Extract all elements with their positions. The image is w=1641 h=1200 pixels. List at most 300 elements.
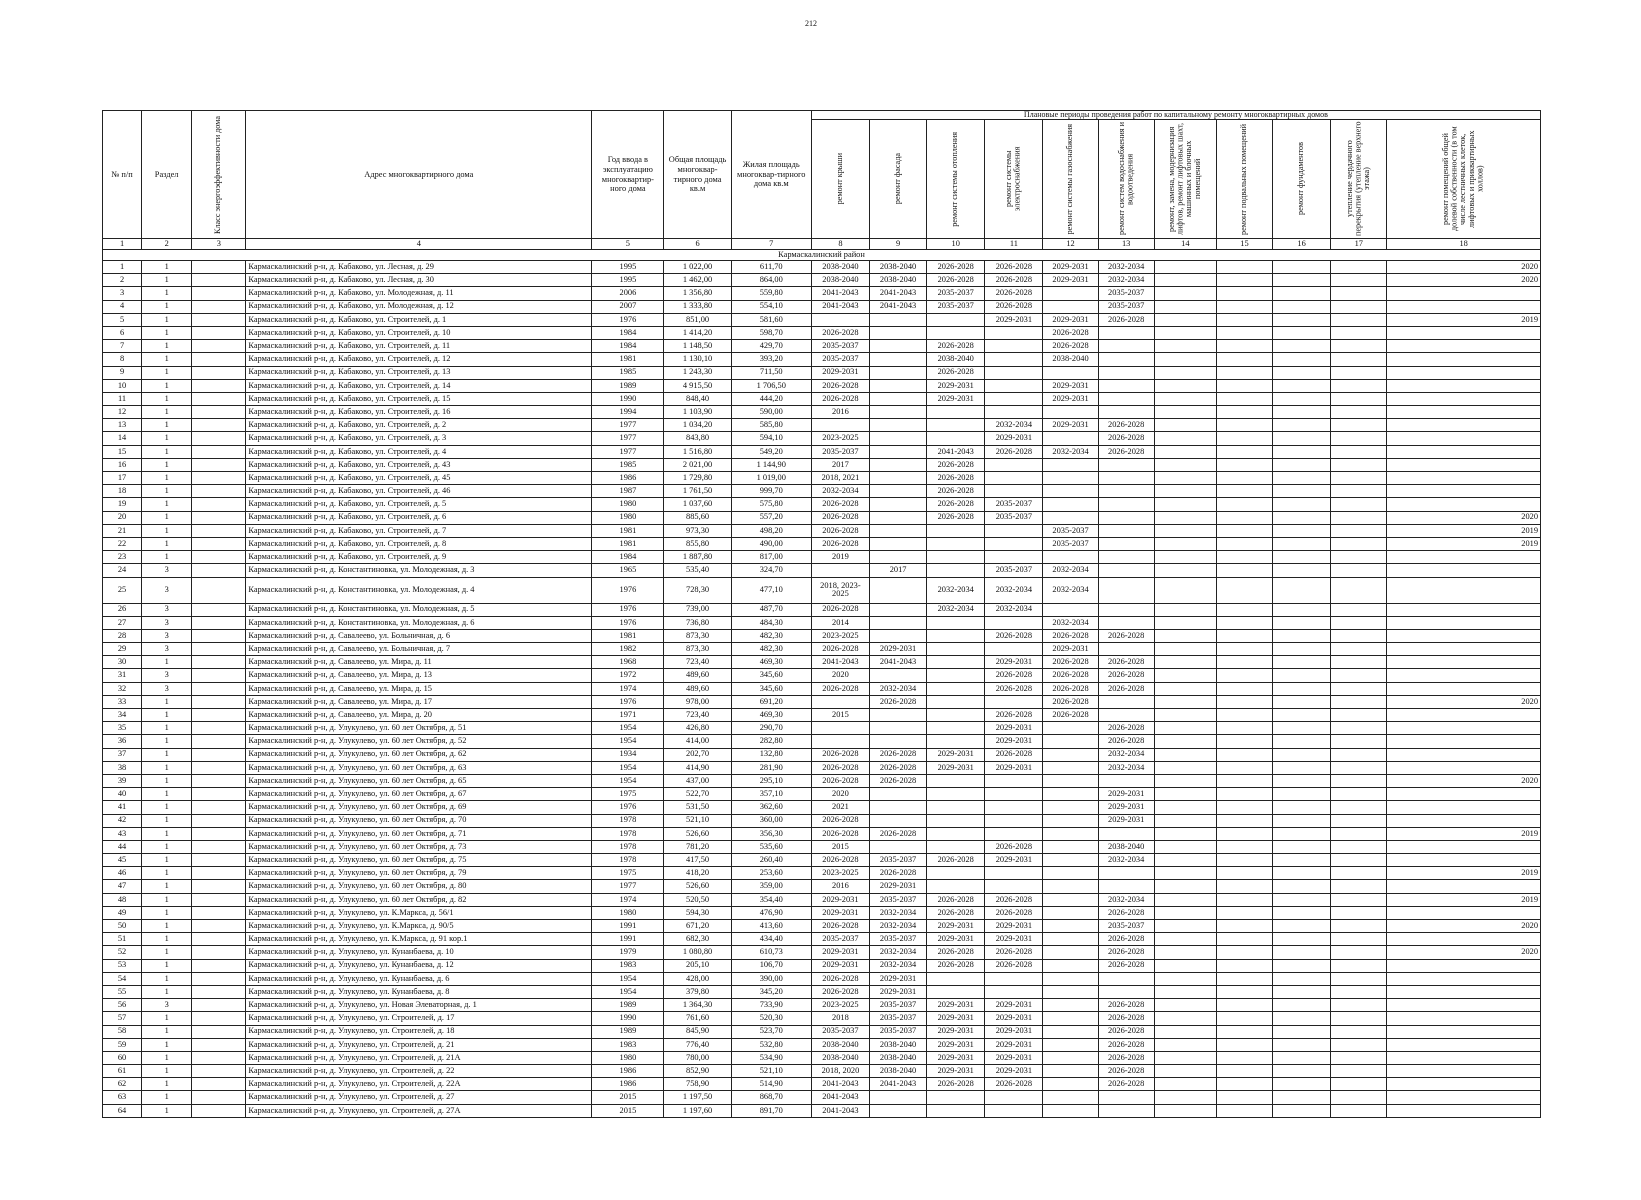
table-cell: 2019 — [1387, 867, 1541, 880]
table-cell — [1331, 1065, 1387, 1078]
table-cell: 1 414,20 — [664, 326, 731, 339]
table-row — [103, 485, 1541, 498]
table-cell — [1098, 709, 1154, 722]
address-cell: Кармаскалинский р-н, д. Кабаково, ул. Строителей, д. 14 — [246, 379, 592, 392]
table-cell — [192, 1038, 246, 1051]
table-cell: 2032-2034 — [1098, 261, 1154, 274]
table-cell: 2026-2028 — [985, 748, 1043, 761]
table-cell: 2026-2028 — [985, 682, 1043, 695]
table-cell — [1331, 261, 1387, 274]
table-cell: 379,80 — [664, 985, 731, 998]
table-cell — [1331, 274, 1387, 287]
table-cell — [1216, 748, 1272, 761]
table-cell: 2029-2031 — [870, 985, 927, 998]
table-cell: 469,30 — [731, 709, 811, 722]
table-cell: 354,40 — [731, 893, 811, 906]
table-cell: 2029-2031 — [985, 313, 1043, 326]
column-number: 1 — [103, 239, 142, 250]
table-cell — [1154, 959, 1216, 972]
table-cell — [927, 629, 985, 642]
table-cell — [1331, 511, 1387, 524]
table-cell: 1 — [142, 353, 192, 366]
table-row — [103, 709, 1541, 722]
table-cell: 1 462,00 — [664, 274, 731, 287]
table-cell — [927, 985, 985, 998]
table-row — [103, 340, 1541, 353]
table-cell: 2029-2031 — [1043, 643, 1098, 656]
table-cell — [1154, 827, 1216, 840]
table-cell: 2035-2037 — [1043, 537, 1098, 550]
table-cell — [1154, 432, 1216, 445]
table-cell — [1387, 854, 1541, 867]
table-cell — [1273, 761, 1331, 774]
table-cell: 2026-2028 — [985, 840, 1043, 853]
table-cell: 1 — [142, 287, 192, 300]
table-cell: 2016 — [811, 880, 869, 893]
table-cell — [1387, 564, 1541, 577]
table-row — [103, 366, 1541, 379]
table-cell — [1387, 366, 1541, 379]
table-cell: 2026-2028 — [870, 827, 927, 840]
table-cell — [1098, 511, 1154, 524]
table-cell — [1216, 643, 1272, 656]
table-cell: 1 — [142, 920, 192, 933]
table-cell — [1387, 445, 1541, 458]
table-cell: 12 — [103, 406, 142, 419]
table-cell — [1273, 379, 1331, 392]
table-cell: 58 — [103, 1025, 142, 1038]
address-cell: Кармаскалинский р-н, д. Улукулево, ул. 60 лет Октября, д. 79 — [246, 867, 592, 880]
table-cell — [1387, 392, 1541, 405]
table-cell: 1 706,50 — [731, 379, 811, 392]
table-cell: 1 — [142, 392, 192, 405]
table-cell: 2026-2028 — [985, 959, 1043, 972]
table-cell — [1154, 801, 1216, 814]
column-number: 11 — [985, 239, 1043, 250]
table-cell — [870, 814, 927, 827]
column-number: 10 — [927, 239, 985, 250]
table-row — [103, 432, 1541, 445]
table-cell: 418,20 — [664, 867, 731, 880]
table-cell: 2035-2037 — [927, 300, 985, 313]
table-cell — [1216, 814, 1272, 827]
table-cell: 1984 — [592, 326, 664, 339]
address-cell: Кармаскалинский р-н, д. Улукулево, ул. 60 лет Октября, д. 52 — [246, 735, 592, 748]
table-cell: 106,70 — [731, 959, 811, 972]
table-row — [103, 985, 1541, 998]
table-cell — [1331, 564, 1387, 577]
table-cell: 55 — [103, 985, 142, 998]
table-cell: 469,30 — [731, 656, 811, 669]
table-cell — [1216, 300, 1272, 313]
table-cell: 3 — [142, 643, 192, 656]
table-cell: 1 761,50 — [664, 485, 731, 498]
column-number: 7 — [731, 239, 811, 250]
table-cell: 1975 — [592, 867, 664, 880]
table-cell — [985, 867, 1043, 880]
table-cell — [1331, 682, 1387, 695]
table-cell — [192, 353, 246, 366]
table-cell: 2029-2031 — [1043, 313, 1098, 326]
table-cell: 2026-2028 — [1098, 1051, 1154, 1064]
table-row — [103, 472, 1541, 485]
table-cell — [192, 867, 246, 880]
table-cell — [1154, 366, 1216, 379]
table-cell: 16 — [103, 458, 142, 471]
table-cell: 1972 — [592, 669, 664, 682]
table-cell: 532,80 — [731, 1038, 811, 1051]
table-cell — [1216, 656, 1272, 669]
table-cell: 8 — [103, 353, 142, 366]
table-cell: 1 — [142, 827, 192, 840]
table-row — [103, 577, 1541, 603]
address-cell: Кармаскалинский р-н, д. Улукулево, ул. 60 лет Октября, д. 65 — [246, 774, 592, 787]
table-cell — [192, 300, 246, 313]
table-cell — [1387, 933, 1541, 946]
table-cell — [1216, 959, 1272, 972]
table-cell: 973,30 — [664, 524, 731, 537]
table-cell — [985, 972, 1043, 985]
table-row — [103, 300, 1541, 313]
table-cell: 2026-2028 — [1043, 682, 1098, 695]
table-cell: 2026-2028 — [985, 274, 1043, 287]
table-cell: 2018, 2023-2025 — [811, 577, 869, 603]
table-cell — [192, 472, 246, 485]
column-number: 8 — [811, 239, 869, 250]
table-cell — [1216, 1025, 1272, 1038]
table-cell: 29 — [103, 643, 142, 656]
table-cell — [192, 959, 246, 972]
table-cell — [192, 827, 246, 840]
table-cell: 2020 — [1387, 695, 1541, 708]
table-cell — [1331, 366, 1387, 379]
table-cell — [192, 577, 246, 603]
table-cell — [1043, 906, 1098, 919]
address-cell: Кармаскалинский р-н, д. Улукулево, ул. 60 лет Октября, д. 67 — [246, 788, 592, 801]
table-row — [103, 1051, 1541, 1064]
table-cell: 1971 — [592, 709, 664, 722]
table-cell — [1387, 1038, 1541, 1051]
table-cell: 1 — [103, 261, 142, 274]
table-cell — [1154, 840, 1216, 853]
table-cell: 780,00 — [664, 1051, 731, 1064]
table-cell: 594,30 — [664, 906, 731, 919]
table-cell — [192, 985, 246, 998]
table-cell — [1216, 498, 1272, 511]
table-cell: 1 — [142, 1025, 192, 1038]
table-cell: 1 — [142, 313, 192, 326]
table-cell — [1216, 722, 1272, 735]
table-cell — [192, 774, 246, 787]
table-cell: 2026-2028 — [927, 946, 985, 959]
table-cell — [1043, 1051, 1098, 1064]
table-cell: 489,60 — [664, 682, 731, 695]
table-cell: 63 — [103, 1091, 142, 1104]
table-cell: 14 — [103, 432, 142, 445]
table-cell — [1387, 300, 1541, 313]
table-row — [103, 564, 1541, 577]
address-cell: Кармаскалинский р-н, д. Улукулево, ул. 60 лет Октября, д. 75 — [246, 854, 592, 867]
table-cell: 2029-2031 — [870, 643, 927, 656]
table-cell — [1043, 920, 1098, 933]
table-cell — [1331, 801, 1387, 814]
table-cell: 526,60 — [664, 827, 731, 840]
table-cell: 48 — [103, 893, 142, 906]
table-cell — [927, 537, 985, 550]
table-cell: 60 — [103, 1051, 142, 1064]
table-cell — [1216, 906, 1272, 919]
table-cell — [1387, 788, 1541, 801]
table-cell — [1216, 313, 1272, 326]
table-cell: 2026-2028 — [985, 287, 1043, 300]
table-cell: 2020 — [811, 788, 869, 801]
col-header: Раздел — [142, 111, 192, 239]
table-cell — [927, 616, 985, 629]
table-cell — [1387, 959, 1541, 972]
table-cell: 1977 — [592, 880, 664, 893]
table-cell: 559,80 — [731, 287, 811, 300]
table-cell — [1273, 1091, 1331, 1104]
table-cell: 2035-2037 — [1098, 287, 1154, 300]
col-header: ремонт системы газоснабжения — [1043, 120, 1098, 239]
table-cell — [927, 1091, 985, 1104]
table-cell — [1273, 656, 1331, 669]
address-cell: Кармаскалинский р-н, д. Улукулево, ул. 60 лет Октября, д. 69 — [246, 801, 592, 814]
table-cell: 2029-2031 — [811, 906, 869, 919]
table-cell: 2026-2028 — [811, 524, 869, 537]
table-row — [103, 287, 1541, 300]
table-cell — [1273, 524, 1331, 537]
table-cell: 417,50 — [664, 854, 731, 867]
table-cell — [1331, 1025, 1387, 1038]
table-cell — [1273, 419, 1331, 432]
table-cell — [1273, 1051, 1331, 1064]
address-cell: Кармаскалинский р-н, д. Кабаково, ул. Молодежная, д. 11 — [246, 287, 592, 300]
table-cell — [1043, 827, 1098, 840]
table-cell: 205,10 — [664, 959, 731, 972]
table-cell — [985, 340, 1043, 353]
table-cell: 2038-2040 — [870, 261, 927, 274]
table-cell: 2035-2037 — [811, 340, 869, 353]
table-cell: 671,20 — [664, 920, 731, 933]
table-cell — [1043, 300, 1098, 313]
table-cell: 590,00 — [731, 406, 811, 419]
table-row — [103, 629, 1541, 642]
table-cell — [192, 643, 246, 656]
table-cell — [1331, 959, 1387, 972]
table-cell — [1331, 972, 1387, 985]
table-cell: 1 — [142, 406, 192, 419]
table-cell: 2029-2031 — [985, 1065, 1043, 1078]
table-cell: 535,60 — [731, 840, 811, 853]
table-cell — [1273, 616, 1331, 629]
table-cell — [192, 682, 246, 695]
table-cell — [192, 814, 246, 827]
table-cell: 324,70 — [731, 564, 811, 577]
table-cell: 761,60 — [664, 1012, 731, 1025]
table-cell — [1387, 1025, 1541, 1038]
table-cell: 691,20 — [731, 695, 811, 708]
table-cell — [1098, 564, 1154, 577]
address-cell: Кармаскалинский р-н, д. Улукулево, ул. Кунанбаева, д. 10 — [246, 946, 592, 959]
table-cell: 2029-2031 — [985, 920, 1043, 933]
table-cell: 1 — [142, 472, 192, 485]
table-cell: 22 — [103, 537, 142, 550]
table-cell — [1154, 788, 1216, 801]
table-cell — [1098, 392, 1154, 405]
table-cell: 2026-2028 — [927, 854, 985, 867]
table-cell — [1331, 432, 1387, 445]
table-cell: 2015 — [592, 1104, 664, 1117]
table-cell — [985, 801, 1043, 814]
table-cell: 2029-2031 — [985, 432, 1043, 445]
table-cell: 253,60 — [731, 867, 811, 880]
table-cell: 482,30 — [731, 643, 811, 656]
table-cell — [870, 840, 927, 853]
table-cell — [1098, 827, 1154, 840]
table-cell: 1990 — [592, 392, 664, 405]
table-cell: 2035-2037 — [985, 564, 1043, 577]
table-cell — [192, 432, 246, 445]
table-cell — [927, 656, 985, 669]
table-cell: 776,40 — [664, 1038, 731, 1051]
table-cell: 1979 — [592, 946, 664, 959]
table-cell — [985, 392, 1043, 405]
table-cell: 476,90 — [731, 906, 811, 919]
address-cell: Кармаскалинский р-н, д. Савалеево, ул. Больничная, д. 6 — [246, 629, 592, 642]
table-cell — [1331, 551, 1387, 564]
address-cell: Кармаскалинский р-н, д. Улукулево, ул. 60 лет Октября, д. 62 — [246, 748, 592, 761]
table-cell: 2041-2043 — [870, 656, 927, 669]
table-cell: 848,40 — [664, 392, 731, 405]
table-cell — [1154, 695, 1216, 708]
table-cell: 1 — [142, 709, 192, 722]
table-cell: 2038-2040 — [870, 1038, 927, 1051]
table-cell: 1 — [142, 735, 192, 748]
table-cell — [1331, 498, 1387, 511]
col-header: № п/п — [103, 111, 142, 239]
table-cell — [985, 406, 1043, 419]
table-row — [103, 854, 1541, 867]
table-cell — [1154, 761, 1216, 774]
table-cell — [1273, 906, 1331, 919]
table-cell — [985, 643, 1043, 656]
table-cell: 489,60 — [664, 669, 731, 682]
table-cell: 41 — [103, 801, 142, 814]
table-cell: 2032-2034 — [1043, 577, 1098, 603]
table-cell — [1387, 748, 1541, 761]
table-cell: 1981 — [592, 629, 664, 642]
table-cell — [192, 735, 246, 748]
table-cell — [192, 669, 246, 682]
table-cell: 30 — [103, 656, 142, 669]
table-cell: 1980 — [592, 498, 664, 511]
table-cell: 1976 — [592, 695, 664, 708]
address-cell: Кармаскалинский р-н, д. Улукулево, ул. Строителей, д. 21А — [246, 1051, 592, 1064]
table-cell — [192, 801, 246, 814]
table-cell — [1331, 485, 1387, 498]
table-cell — [1273, 577, 1331, 603]
table-cell — [985, 472, 1043, 485]
col-header: ремонт фасада — [870, 120, 927, 239]
table-cell — [1387, 379, 1541, 392]
table-cell: 2029-2031 — [985, 933, 1043, 946]
column-number: 15 — [1216, 239, 1272, 250]
table-cell — [192, 551, 246, 564]
table-cell — [1154, 735, 1216, 748]
table-cell: 1 197,60 — [664, 1104, 731, 1117]
table-cell: 1989 — [592, 999, 664, 1012]
table-cell — [1154, 920, 1216, 933]
address-cell: Кармаскалинский р-н, д. Улукулево, ул. Строителей, д. 21 — [246, 1038, 592, 1051]
table-cell: 490,00 — [731, 537, 811, 550]
table-cell — [192, 498, 246, 511]
table-cell: 1983 — [592, 959, 664, 972]
table-cell: 2023-2025 — [811, 999, 869, 1012]
table-cell — [1387, 682, 1541, 695]
table-cell: 1 — [142, 946, 192, 959]
table-cell — [1216, 274, 1272, 287]
address-cell: Кармаскалинский р-н, д. Кабаково, ул. Строителей, д. 2 — [246, 419, 592, 432]
table-cell: 581,60 — [731, 313, 811, 326]
table-cell: 1 356,80 — [664, 287, 731, 300]
table-cell — [927, 432, 985, 445]
table-cell — [870, 472, 927, 485]
table-cell: 281,90 — [731, 761, 811, 774]
table-cell — [1154, 445, 1216, 458]
table-cell: 359,00 — [731, 880, 811, 893]
table-row — [103, 999, 1541, 1012]
table-cell: 2029-2031 — [985, 1012, 1043, 1025]
table-cell — [1216, 1051, 1272, 1064]
table-cell — [1154, 313, 1216, 326]
table-cell: 1981 — [592, 537, 664, 550]
table-cell — [927, 419, 985, 432]
table-cell: 362,60 — [731, 801, 811, 814]
table-cell: 64 — [103, 1104, 142, 1117]
table-cell — [1216, 629, 1272, 642]
table-cell — [1331, 537, 1387, 550]
table-cell — [1216, 709, 1272, 722]
column-number: 6 — [664, 239, 731, 250]
table-cell — [1154, 774, 1216, 787]
table-cell — [1273, 669, 1331, 682]
address-cell: Кармаскалинский р-н, д. Кабаково, ул. Строителей, д. 13 — [246, 366, 592, 379]
table-cell — [1387, 643, 1541, 656]
table-cell — [1043, 287, 1098, 300]
table-cell: 1978 — [592, 827, 664, 840]
table-cell — [1216, 340, 1272, 353]
table-cell: 2026-2028 — [985, 906, 1043, 919]
table-cell — [1331, 854, 1387, 867]
table-cell — [1043, 774, 1098, 787]
table-row — [103, 1065, 1541, 1078]
table-cell — [192, 1091, 246, 1104]
table-cell — [1043, 498, 1098, 511]
table-cell: 2026-2028 — [1098, 432, 1154, 445]
table-cell — [1273, 511, 1331, 524]
table-cell: 1989 — [592, 379, 664, 392]
table-cell — [1154, 946, 1216, 959]
table-cell: 2041-2043 — [870, 287, 927, 300]
table-cell: 2020 — [1387, 774, 1541, 787]
table-cell: 132,80 — [731, 748, 811, 761]
table-cell — [1331, 1012, 1387, 1025]
table-cell: 2041-2043 — [811, 656, 869, 669]
table-row — [103, 735, 1541, 748]
table-cell: 1 — [142, 656, 192, 669]
table-cell — [192, 287, 246, 300]
